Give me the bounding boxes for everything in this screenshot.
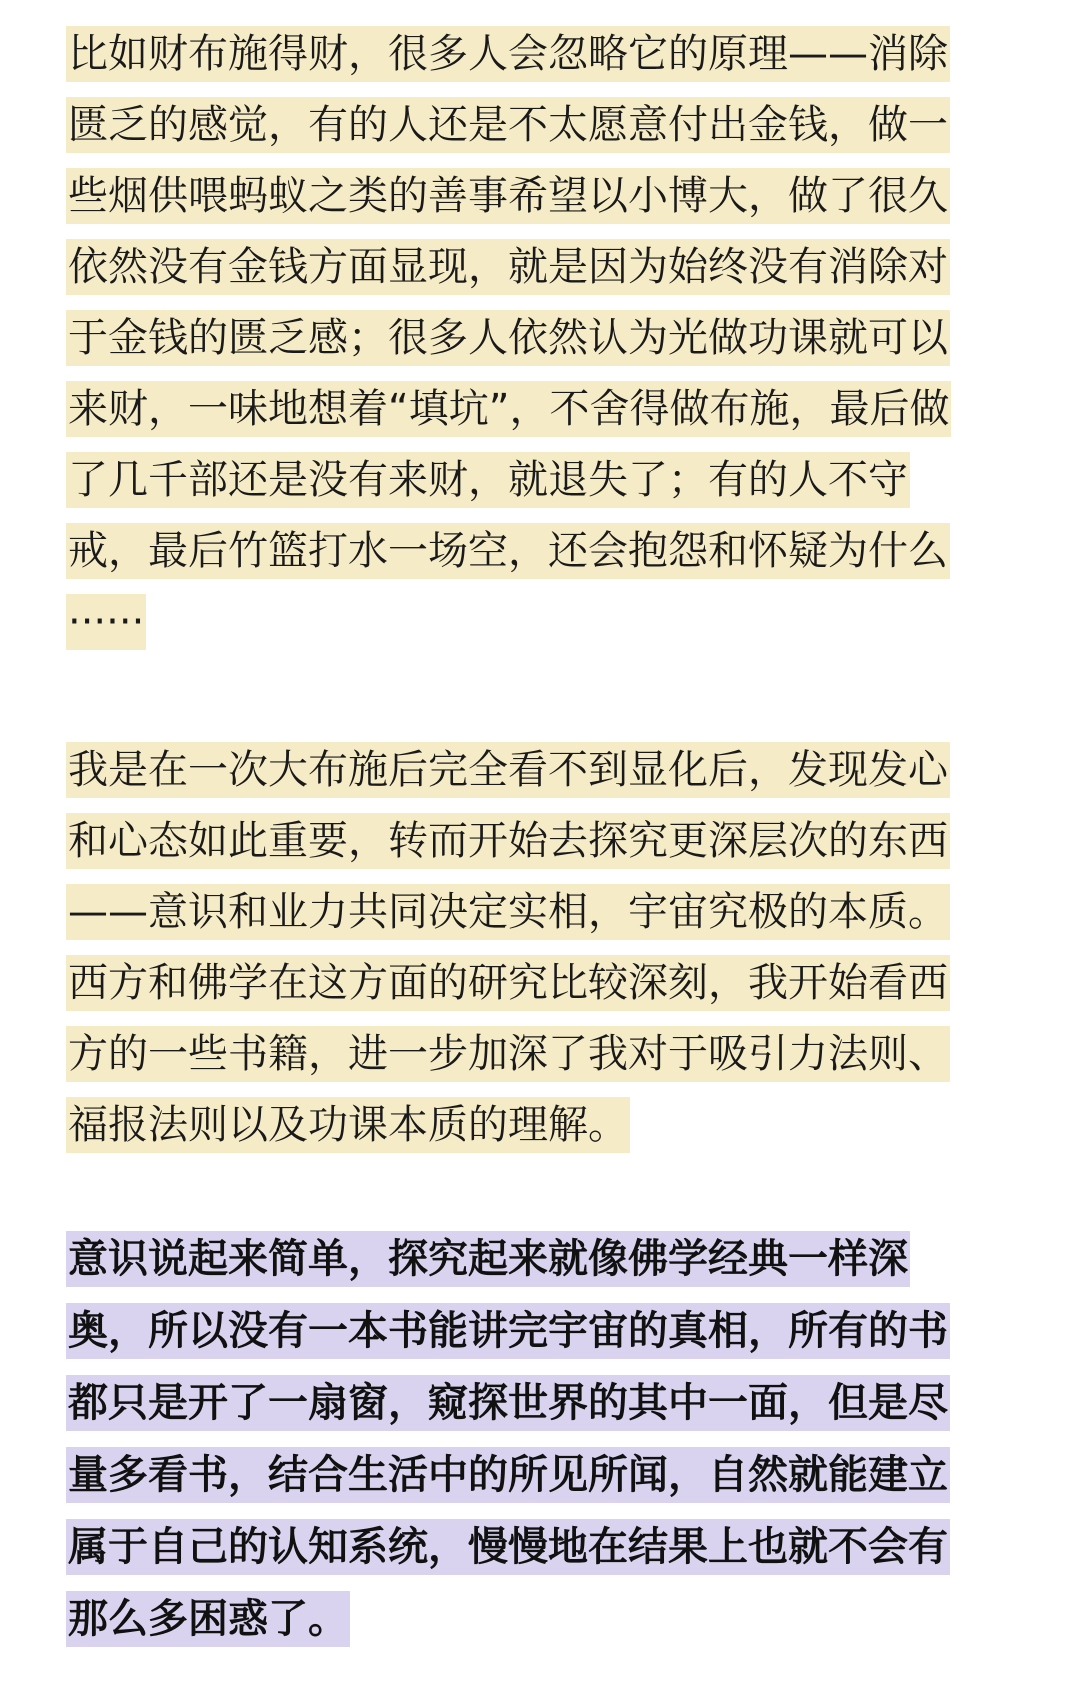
paragraph-line: 些烟供喂蚂蚁之类的善事希望以小博大，做了很久: [66, 168, 950, 224]
paragraph-line: 戒，最后竹篮打水一场空，还会抱怨和怀疑为什么: [66, 523, 950, 579]
paragraph-line: 属于自己的认知系统，慢慢地在结果上也就不会有: [66, 1519, 950, 1575]
paragraph-line: 量多看书，结合生活中的所见所闻，自然就能建立: [66, 1447, 950, 1503]
paragraph-line: 依然没有金钱方面显现，就是因为始终没有消除对: [66, 239, 950, 295]
paragraph-line: 和心态如此重要，转而开始去探究更深层次的东西: [66, 813, 950, 869]
paragraph-line: 意识说起来简单，探究起来就像佛学经典一样深: [66, 1231, 910, 1287]
paragraph-line: 了几千部还是没有来财，就退失了；有的人不守: [66, 452, 910, 508]
paragraph-line: 匮乏的感觉，有的人还是不太愿意付出金钱，做一: [66, 97, 950, 153]
paragraph-line: 来财，一味地想着“填坑”，不舍得做布施，最后做: [66, 381, 951, 437]
paragraph-line: 比如财布施得财，很多人会忽略它的原理——消除: [66, 26, 950, 82]
paragraph-line: 我是在一次大布施后完全看不到显化后，发现发心: [66, 742, 950, 798]
paragraph-line: 方的一些书籍，进一步加深了我对于吸引力法则、: [66, 1026, 950, 1082]
paragraph-line: ······: [66, 594, 146, 650]
paragraph-line: 西方和佛学在这方面的研究比较深刻，我开始看西: [66, 955, 950, 1011]
paragraph-line: 都只是开了一扇窗，窥探世界的其中一面，但是尽: [66, 1375, 950, 1431]
paragraph-line: 福报法则以及功课本质的理解。: [66, 1097, 630, 1153]
paragraph-line: 那么多困惑了。: [66, 1591, 350, 1647]
paragraph-line: 奥，所以没有一本书能讲完宇宙的真相，所有的书: [66, 1303, 950, 1359]
paragraph-line: 于金钱的匮乏感；很多人依然认为光做功课就可以: [66, 310, 950, 366]
paragraph-line: ——意识和业力共同决定实相，宇宙究极的本质。: [66, 884, 950, 940]
